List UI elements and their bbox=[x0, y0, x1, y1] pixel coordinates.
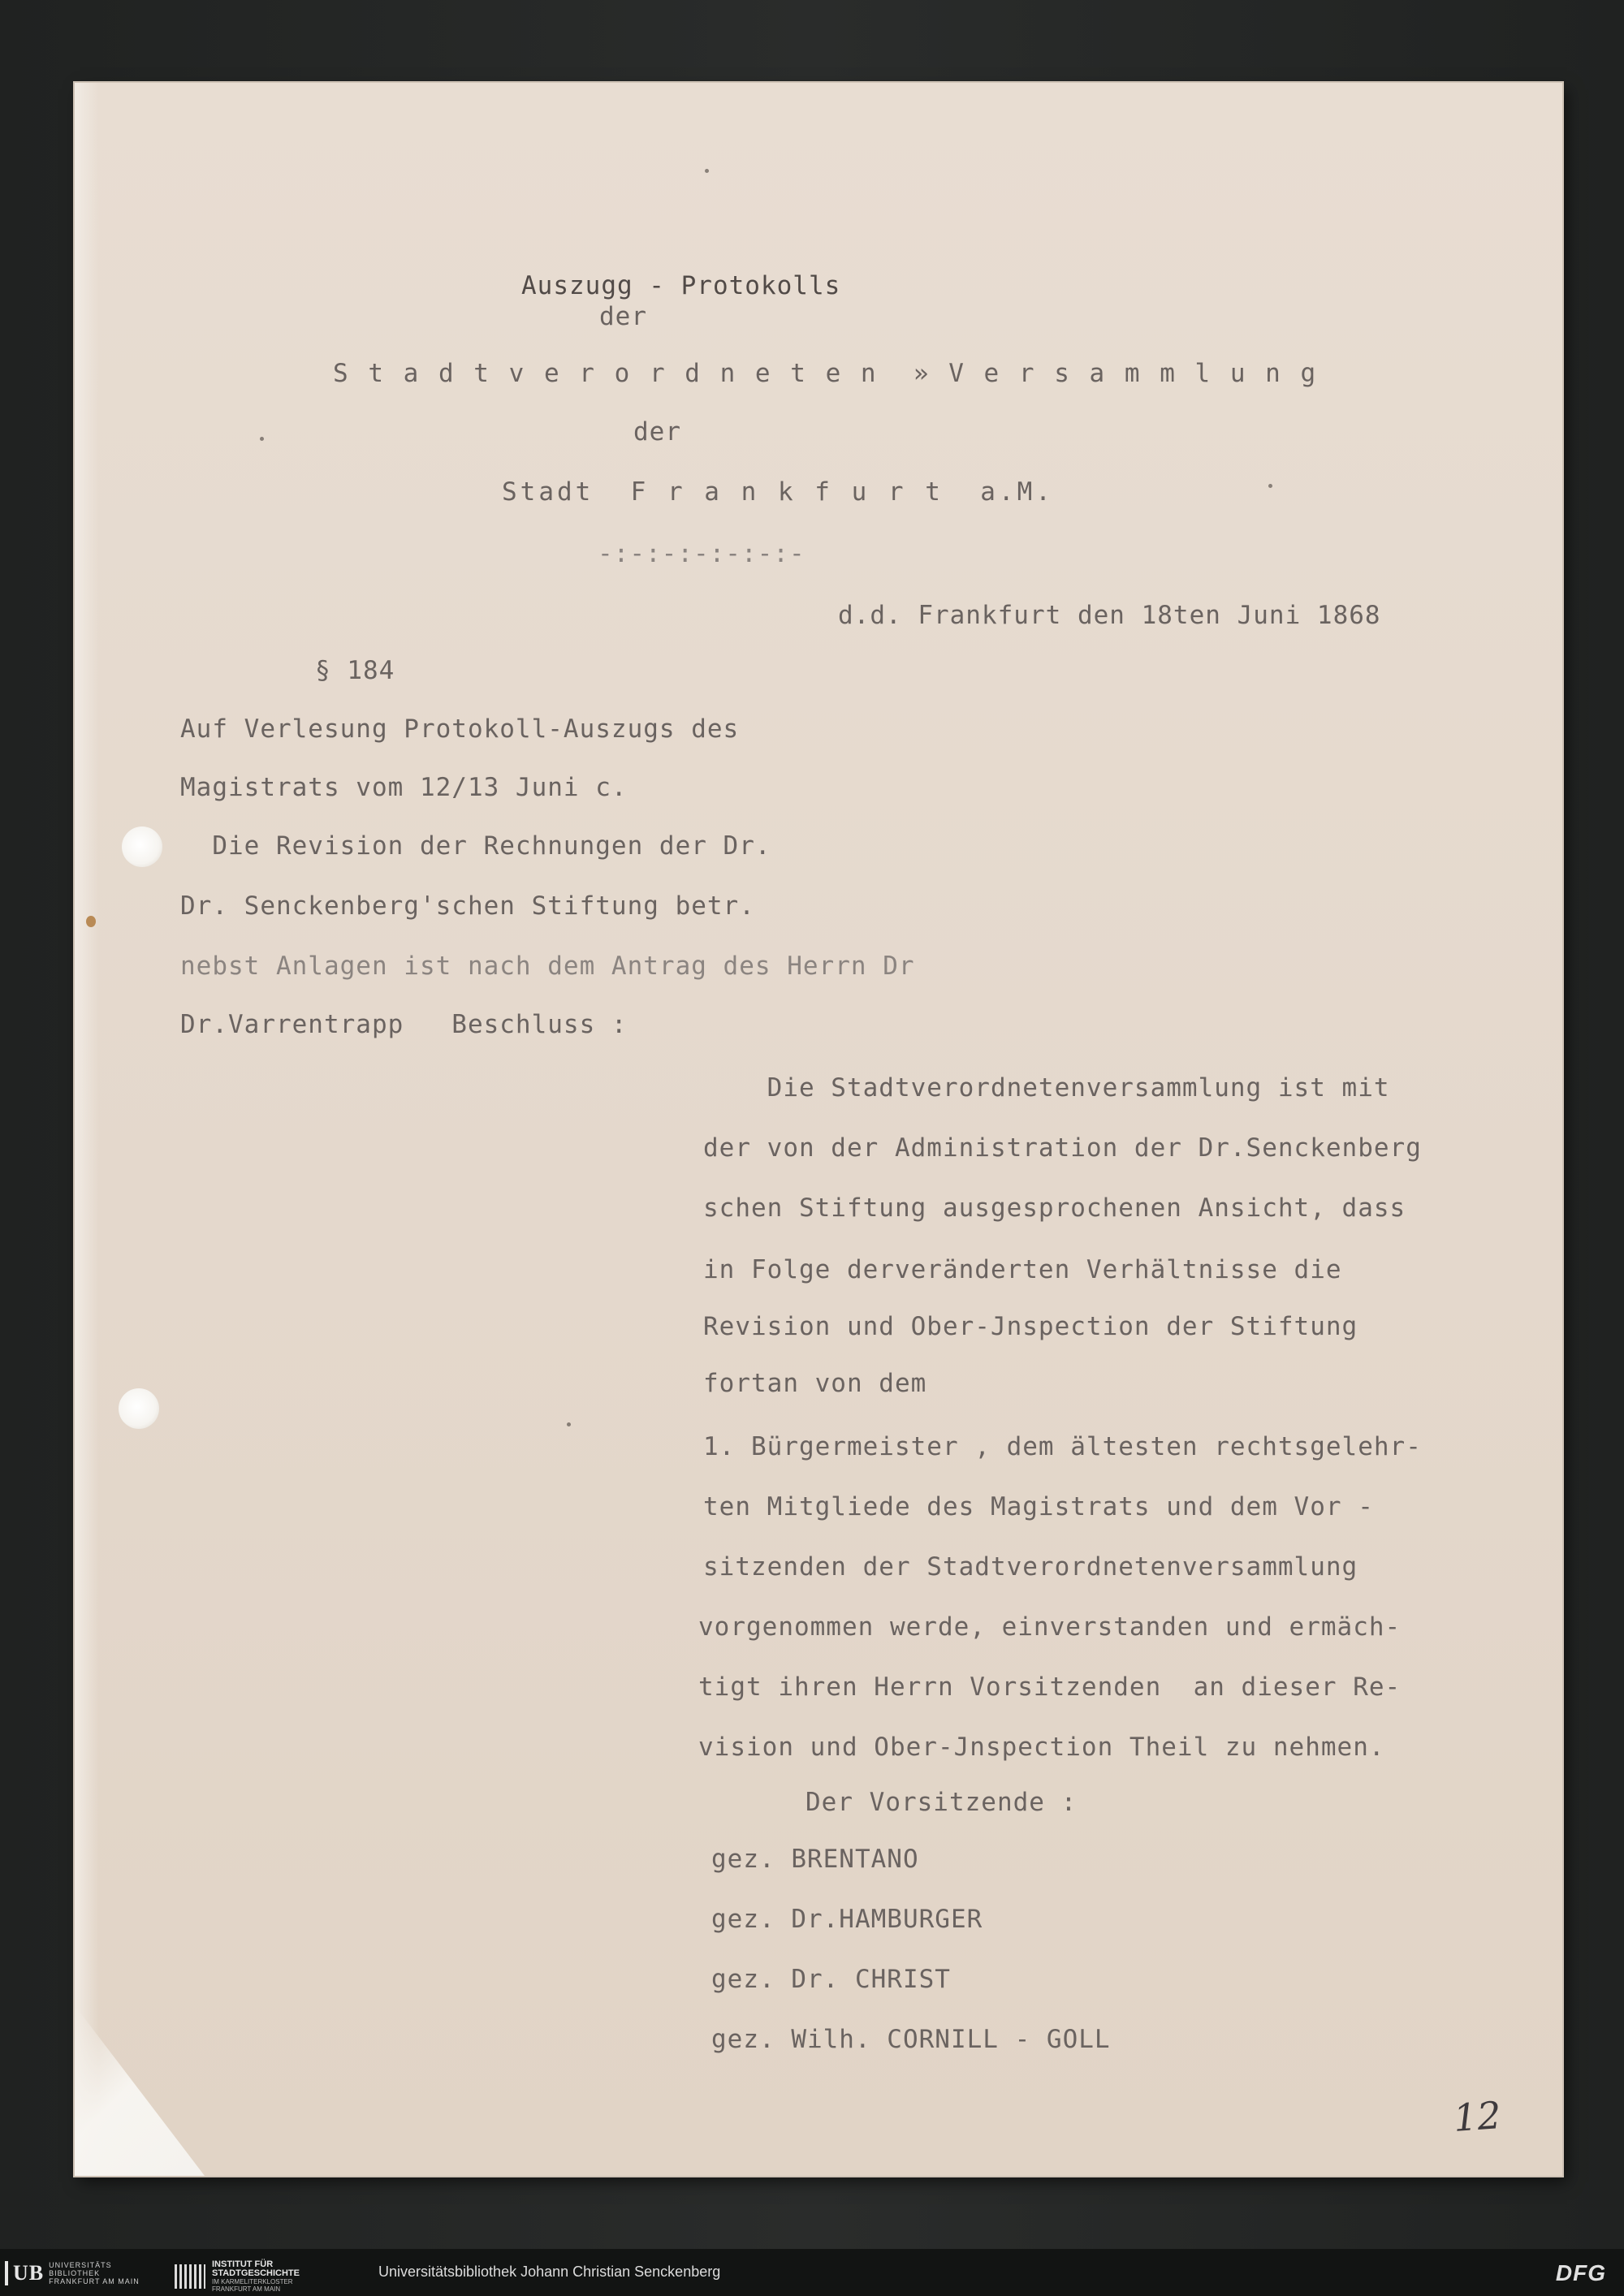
paper-speck bbox=[705, 169, 709, 173]
resolution-line: tigt ihren Herrn Vorsitzenden an dieser Re- bbox=[698, 1672, 1402, 1702]
isg-title: INSTITUT FÜR STADTGESCHICHTE bbox=[212, 2259, 300, 2278]
punch-hole-bottom bbox=[119, 1388, 159, 1429]
resolution-line: vorgenommen werde, einverstanden und ermäch- bbox=[698, 1612, 1402, 1642]
resolution-line: ten Mitgliede des Magistrats und dem Vor - bbox=[703, 1492, 1374, 1521]
city-name: Stadt F r a n k f u r t a.M. bbox=[502, 477, 1054, 507]
library-name: Universitätsbibliothek Johann Christian Senckenberg bbox=[378, 2264, 721, 2280]
intro-line: nebst Anlagen ist nach dem Antrag des Herrn Dr bbox=[180, 952, 915, 981]
paper-speck bbox=[260, 437, 264, 441]
signature-line: gez. BRENTANO bbox=[711, 1845, 919, 1874]
signature-line: gez. Wilh. CORNILL - GOLL bbox=[711, 2025, 1111, 2054]
title-connector: der bbox=[599, 302, 647, 331]
ub-logo-mark: UB bbox=[5, 2261, 44, 2285]
resolution-line: schen Stiftung ausgesprochenen Ansicht, dass bbox=[703, 1193, 1406, 1223]
resolution-line: in Folge derveränderten Verhältnisse die bbox=[703, 1255, 1342, 1284]
signature-line: gez. Dr.HAMBURGER bbox=[711, 1905, 983, 1934]
isg-logo-icon bbox=[175, 2264, 205, 2289]
paragraph-number: § 184 bbox=[315, 656, 395, 685]
page-number-handwritten: 12 bbox=[1452, 2093, 1503, 2140]
paper-edge bbox=[75, 83, 99, 2176]
resolution-line: fortan von dem bbox=[703, 1369, 927, 1398]
isg-subtitle: IM KARMELITERKLOSTER FRANKFURT AM MAIN bbox=[212, 2278, 293, 2293]
separator: -:-:-:-:-:-:- bbox=[598, 539, 806, 568]
paper-speck bbox=[567, 1422, 571, 1426]
resolution-line: vision und Ober-Jnspection Theil zu nehmen. bbox=[698, 1733, 1385, 1762]
punch-hole-top bbox=[122, 826, 162, 867]
document-title: Auszugg - Protokolls bbox=[521, 271, 841, 300]
title-connector: der bbox=[633, 417, 681, 447]
intro-line: Magistrats vom 12/13 Juni c. bbox=[180, 773, 628, 802]
intro-line: Dr. Senckenberg'schen Stiftung betr. bbox=[180, 891, 755, 921]
signature-line: gez. Dr. CHRIST bbox=[711, 1965, 951, 1994]
chairman-label: Der Vorsitzende : bbox=[806, 1788, 1078, 1817]
intro-line: Dr.Varrentrapp Beschluss : bbox=[180, 1010, 628, 1039]
isg-logo-textblock bbox=[212, 2260, 300, 2293]
intro-line: Die Revision der Rechnungen der Dr. bbox=[180, 831, 771, 861]
date-line: d.d. Frankfurt den 18ten Juni 1868 bbox=[838, 601, 1381, 630]
resolution-line: sitzenden der Stadtverordnetenversammlung bbox=[703, 1552, 1358, 1582]
rust-spot bbox=[86, 916, 96, 927]
paper-speck bbox=[1268, 484, 1272, 488]
resolution-line: Die Stadtverordnetenversammlung ist mit bbox=[703, 1073, 1390, 1103]
ub-logo-text: UNIVERSITÄTS BIBLIOTHEK FRANKFURT AM MAIN bbox=[49, 2261, 140, 2285]
assembly-name: S t a d t v e r o r d n e t e n » V e r s a m m l u n g bbox=[333, 359, 1319, 388]
ub-logo bbox=[5, 2260, 140, 2286]
dfg-logo: DFG bbox=[1555, 2260, 1606, 2285]
resolution-line: 1. Bürgermeister , dem ältesten rechtsgelehr- bbox=[703, 1432, 1422, 1461]
resolution-line: Revision und Ober-Jnspection der Stiftung bbox=[703, 1312, 1358, 1341]
footer-bar bbox=[0, 2249, 1624, 2296]
resolution-line: der von der Administration der Dr.Senckenberg bbox=[703, 1133, 1422, 1163]
intro-line: Auf Verlesung Protokoll-Auszugs des bbox=[180, 714, 740, 744]
isg-logo bbox=[175, 2260, 300, 2293]
